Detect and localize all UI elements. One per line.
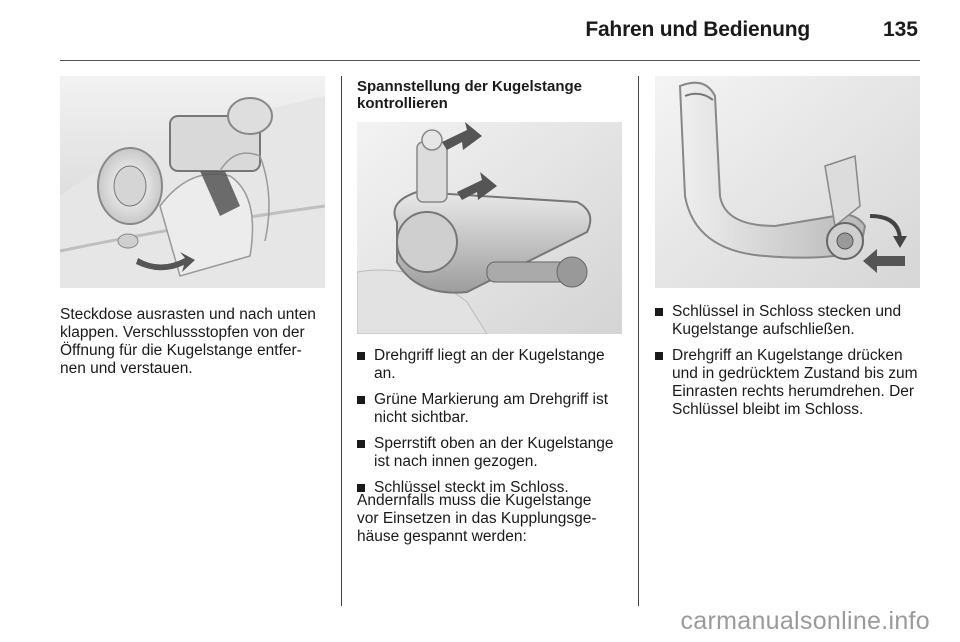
text-line: Öffnung für die Kugelstange entfer- [60, 342, 302, 359]
text-line: Schlüssel steckt im Schloss. [374, 479, 569, 496]
bullet-icon [655, 308, 663, 316]
text-line: nen und verstauen. [60, 360, 193, 377]
text-line: häuse gespannt werden: [357, 528, 527, 545]
section-heading [357, 78, 627, 112]
text-line: Drehgriff an Kugelstange drücken [672, 347, 903, 364]
text-line: Schlüssel bleibt im Schloss. [672, 401, 864, 418]
bullet-icon [655, 352, 663, 360]
text-line: Schlüssel in Schloss stecken und [672, 303, 902, 320]
header-rule [60, 60, 920, 61]
text-line: Andernfalls muss die Kugelstange [357, 492, 592, 509]
text-line: Steckdose ausrasten und nach unten [60, 306, 316, 323]
bullet-icon [357, 440, 365, 448]
unlock-steps-list [655, 303, 930, 427]
list-item [655, 347, 930, 419]
text-line: und in gedrücktem Zustand bis zum [672, 365, 918, 382]
bullet-icon [357, 396, 365, 404]
key-unlock-ball-bar-illustration [655, 76, 920, 288]
tension-instructions [357, 492, 632, 546]
list-item [357, 347, 627, 383]
text-line: Drehgriff liegt an der Kugelstange [374, 347, 605, 364]
page-number: 135 [882, 18, 918, 41]
bullet-icon [357, 484, 365, 492]
text-line: klappen. Verschlussstopfen von der [60, 324, 305, 341]
text-line: nicht sichtbar. [374, 409, 469, 426]
bullet-icon [357, 352, 365, 360]
text-line: Sperrstift oben an der Kugelstange [374, 435, 614, 452]
column-divider-2 [638, 76, 639, 606]
text-line: Einrasten rechts herumdrehen. Der [672, 383, 915, 400]
page-title: Fahren und Bedienung [585, 18, 810, 41]
socket-unlatch-illustration [60, 76, 325, 288]
text-line: vor Einsetzen in das Kupplungsge- [357, 510, 597, 527]
ball-bar-tension-check-illustration [357, 122, 622, 334]
watermark: carmanualsonline.info [680, 607, 930, 635]
text-line: an. [374, 365, 396, 382]
text-line: Grüne Markierung am Drehgriff ist [374, 391, 609, 408]
text-line: Kugelstange aufschließen. [672, 321, 855, 338]
list-item [357, 435, 627, 471]
heading-line: kontrollieren [357, 95, 448, 112]
heading-line: Spannstellung der Kugelstange [357, 78, 583, 95]
socket-instructions [60, 306, 335, 378]
text-line: ist nach innen gezogen. [374, 453, 538, 470]
tension-check-list [357, 347, 627, 505]
list-item [655, 303, 930, 339]
list-item [357, 391, 627, 427]
column-divider-1 [341, 76, 342, 606]
